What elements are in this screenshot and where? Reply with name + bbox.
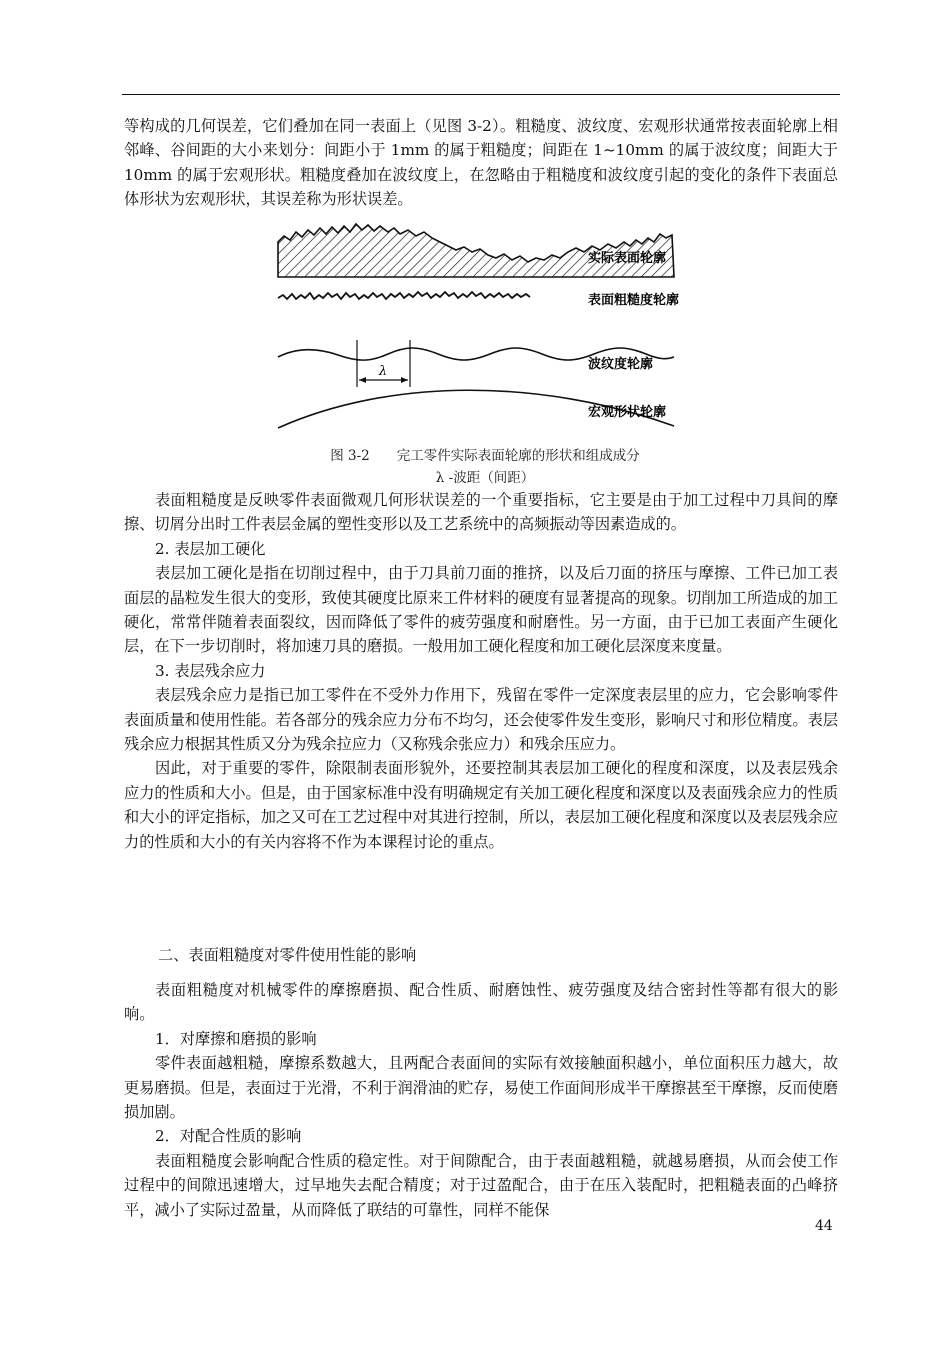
roughness-profile	[278, 292, 530, 299]
work-hardening-paragraph: 表层加工硬化是指在切削过程中，由于刀具前刀面的推挤，以及后刀面的挤压与摩擦、工件已加工表面层的晶粒发生很大的变形，致使其硬度比原来工件材料的硬度有显著提高的现象。切削加工所造成的加工硬化，常常伴随着表面裂纹，因而降低了零件的疲劳强度和耐磨性。另一方面，由于已加工表面产生硬化层，在下一步切削时，将加速刀具的磨损。一般用加工硬化程度和加工硬化层深度来度量。	[124, 564, 838, 656]
section-2-intro: 表面粗糙度对机械零件的摩擦磨损、配合性质、耐磨蚀性、疲劳强度及结合密封性等都有很大的影响。	[124, 981, 838, 1024]
subheading-residual-stress: 3. 表层残余应力	[155, 661, 266, 680]
page-number: 44	[815, 1218, 833, 1234]
subheading-work-hardening: 2. 表层加工硬化	[155, 539, 266, 558]
subheading-friction-wear: 1．对摩擦和磨损的影响	[155, 1029, 317, 1048]
label-roughness: 表面粗糙度轮廓	[588, 293, 680, 308]
section-2-heading: 二、表面粗糙度对零件使用性能的影响	[158, 946, 417, 964]
intro-paragraph: 等构成的几何误差，它们叠加在同一表面上（见图 3-2）。粗糙度、波纹度、宏观形状通常按表面轮廓上相邻峰、谷间距的大小来划分：间距小于 1mm 的属于粗糙度；间距在 1~10mm 的属于波纹度；间距大于 10mm 的属于宏观形状。粗糙度叠加在波纹度上，在忽略由于粗糙度和波纹度引起的变化的条件下表面总体形状为宏观形状，其误差称为形状误差。	[124, 117, 838, 209]
residual-stress-paragraph: 表层残余应力是指已加工零件在不受外力作用下，残留在零件一定深度表层里的应力，它会影响零件表面质量和使用性能。若各部分的残余应力分布不均匀，还会使零件发生变形，影响尺寸和形位精度。表层残余应力根据其性质又分为残余拉应力（又称残余张应力）和残余压应力。	[124, 686, 838, 754]
friction-wear-paragraph: 零件表面越粗糙，摩擦系数越大，且两配合表面间的实际有效接触面积越小，单位面积压力越大，故更易磨损。但是，表面过于光滑，不利于润滑油的贮存，易使工作面间形成半干摩擦甚至干摩擦，反而使磨损加剧。	[124, 1054, 838, 1122]
fit-property-paragraph: 表面粗糙度会影响配合性质的稳定性。对于间隙配合，由于表面越粗糙，就越易磨损，从而会使工作过程中的间隙迅速增大，过早地失去配合精度；对于过盈配合，由于在压入装配时，把粗糙表面的凸峰挤平，减小了实际过盈量，从而降低了联结的可靠性，同样不能保	[124, 1151, 838, 1219]
roughness-paragraph: 表面粗糙度是反映零件表面微观几何形状误差的一个重要指标，它主要是由于加工过程中刀具间的摩擦、切屑分出时工件表层金属的塑性变形以及工艺系统中的高频振动等因素造成的。	[124, 491, 838, 534]
conclusion-paragraph: 因此，对于重要的零件，除限制表面形貌外，还要控制其表层加工硬化的程度和深度，以及表层残余应力的性质和大小。但是，由于国家标准中没有明确规定有关加工硬化程度和深度以及表面残余应力的性质和大小的评定指标，加之又可在工艺过程中对其进行控制，所以，表层加工硬化程度和深度以及表层残余应力的性质和大小的有关内容将不作为本课程讨论的重点。	[124, 759, 838, 851]
figure-subcaption: λ -波距（间距）	[435, 470, 535, 486]
lambda-symbol: λ	[378, 364, 388, 379]
label-waviness: 波纹度轮廓	[588, 357, 654, 372]
intro-block	[124, 114, 838, 212]
figure-3-2	[270, 222, 710, 432]
section-2-block	[124, 978, 838, 1222]
figure-caption: 图 3-2 完工零件实际表面轮廓的形状和组成成分	[330, 448, 640, 464]
section-1-block	[124, 488, 838, 854]
header-rule	[122, 94, 840, 95]
label-actual-surface: 实际表面轮廓	[588, 251, 667, 266]
subheading-fit-property: 2．对配合性质的影响	[155, 1127, 302, 1146]
label-macro-shape: 宏观形状轮廓	[588, 405, 667, 420]
